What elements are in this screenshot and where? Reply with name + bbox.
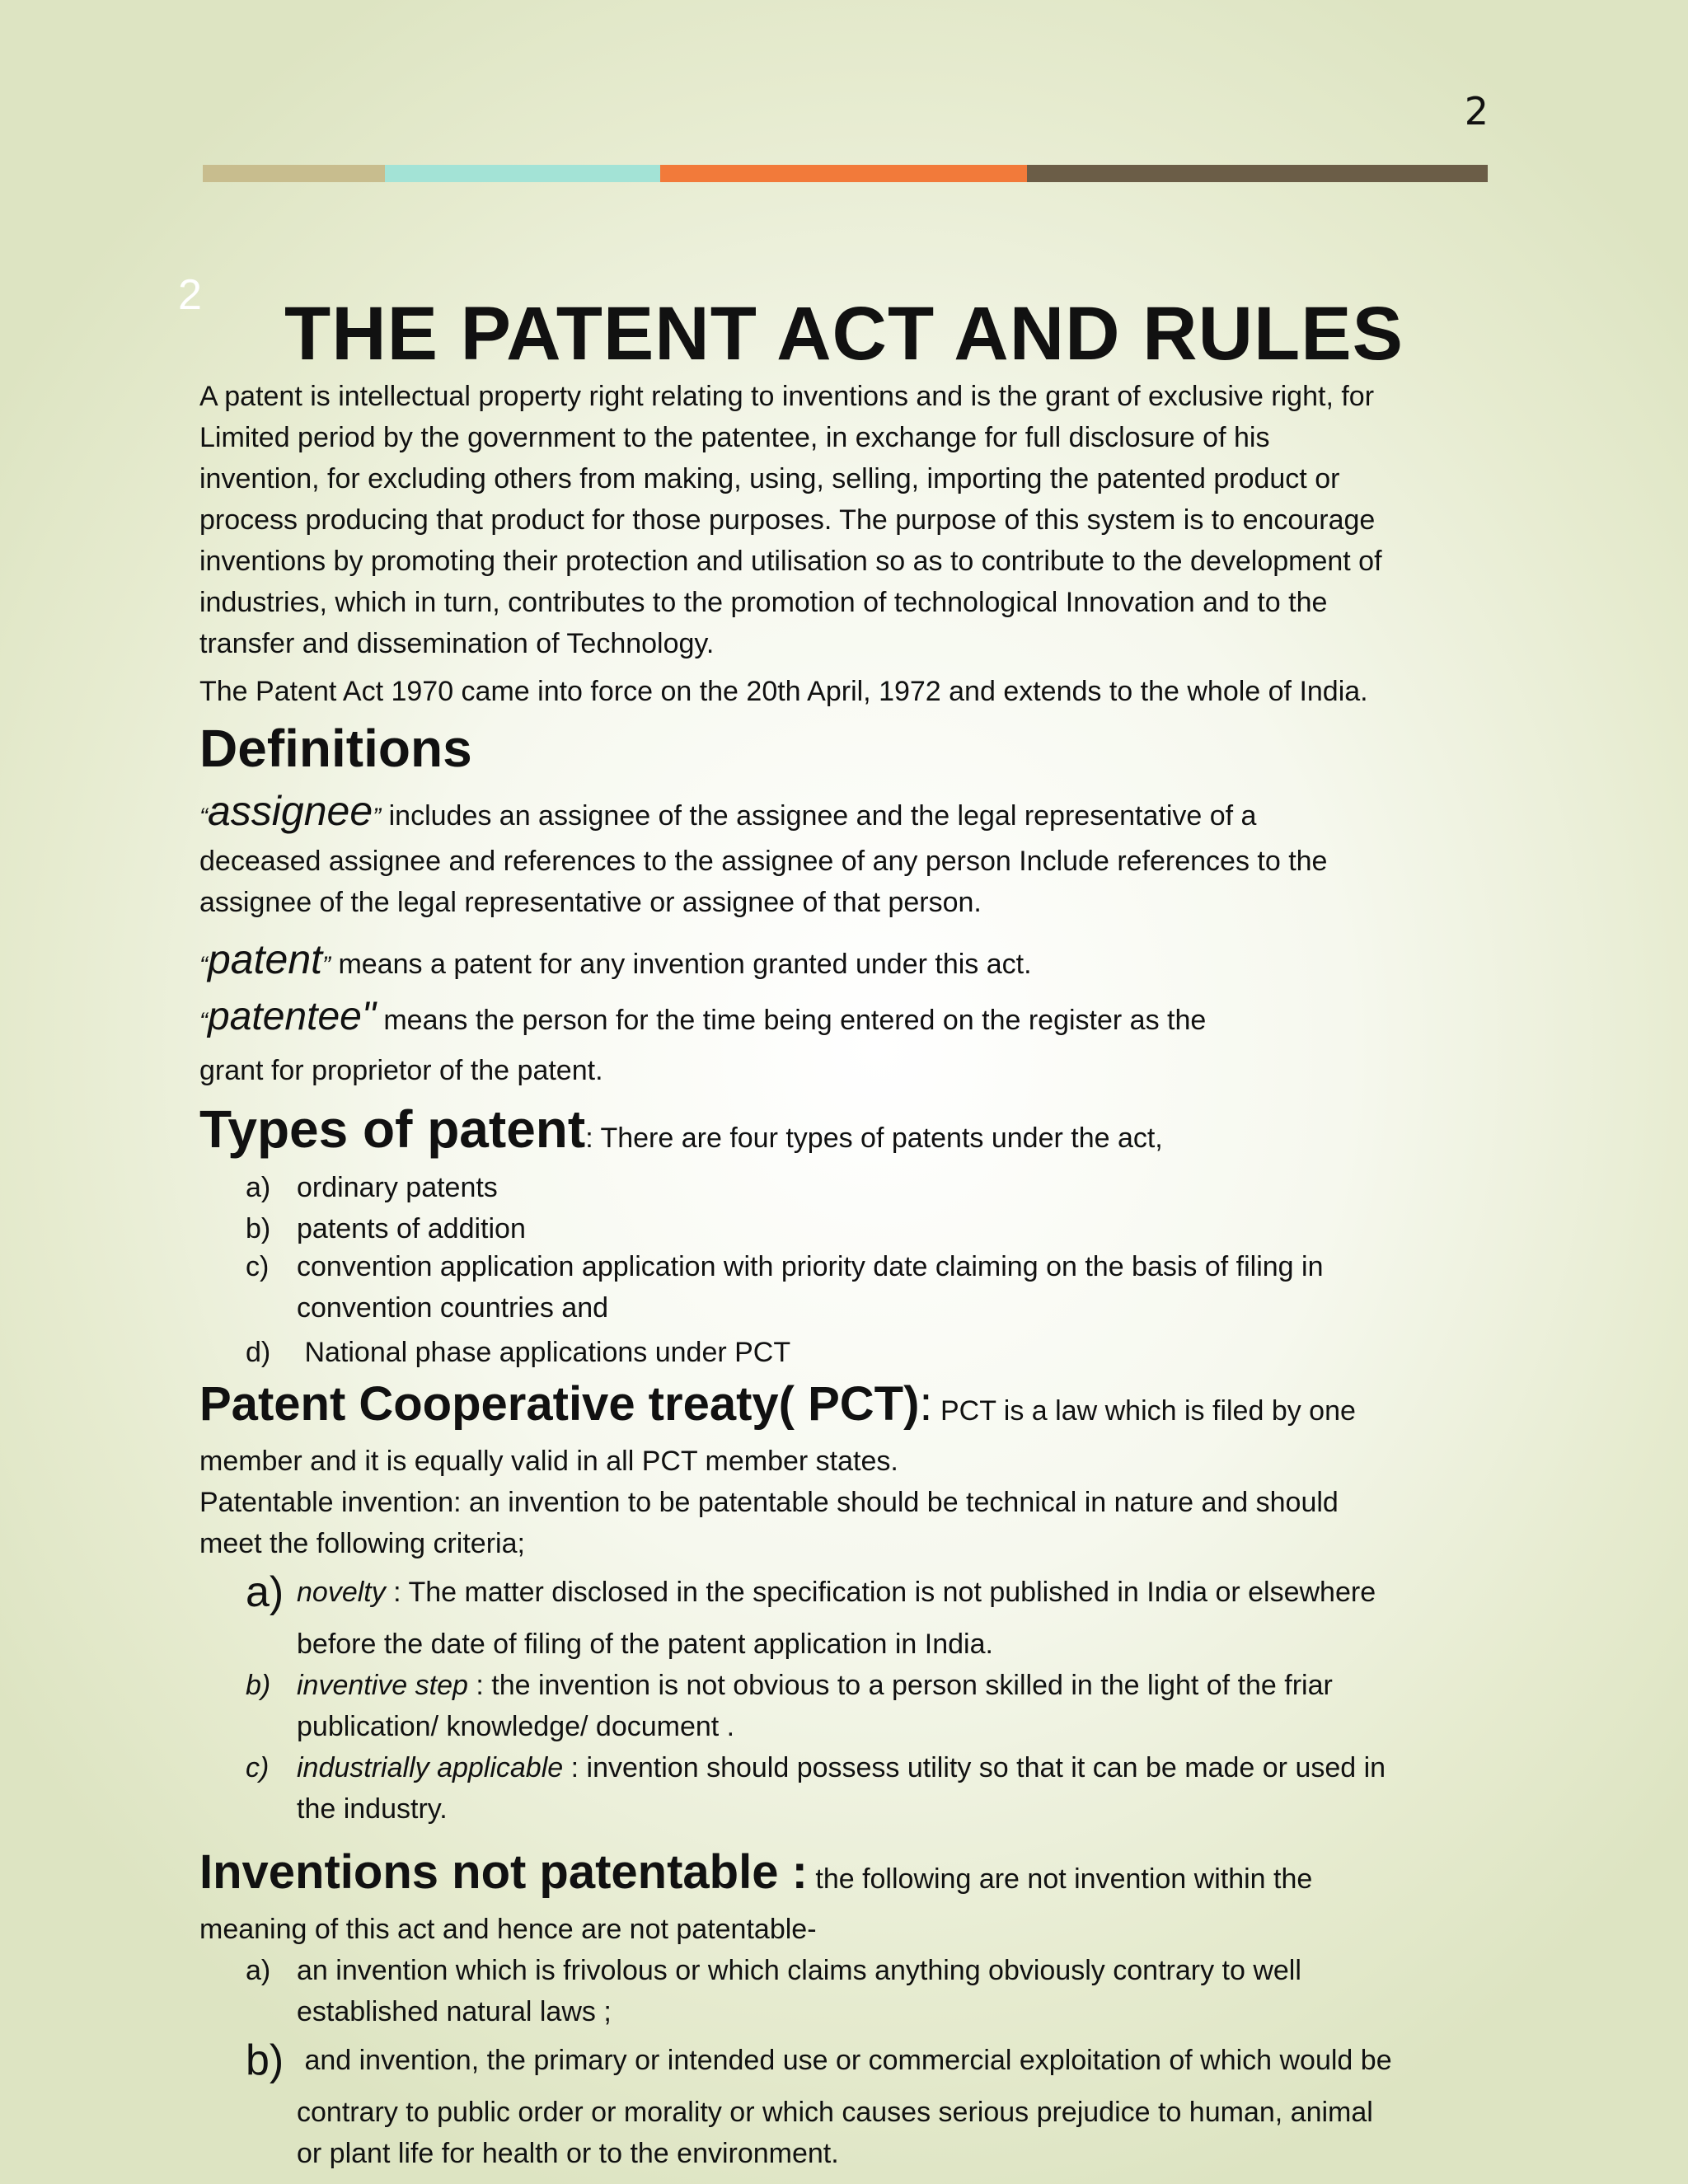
close-quote: ” (322, 952, 331, 979)
assignee-term: assignee (208, 788, 373, 834)
list-item (246, 2036, 1482, 2085)
intro-line: transfer and dissemination of Technology. (199, 628, 715, 659)
criteria-text: the industry. (297, 1793, 448, 1825)
definition-patentee (199, 994, 1493, 1045)
list-item (246, 1747, 1482, 1830)
types-heading: Types of patent (199, 1099, 586, 1159)
not-patentable-text: the following are not invention within the (807, 1863, 1313, 1895)
patent-text: means a patent for any invention granted under this act. (331, 949, 1032, 980)
color-bar-segment-orange (660, 165, 1027, 182)
slide-number-watermark: 2 (178, 271, 202, 319)
criteria-term: inventive step (297, 1670, 468, 1701)
patent-term: patent (208, 936, 323, 982)
act-line: The Patent Act 1970 came into force on the 20th April, 1972 and extends to the whole of India. (199, 676, 1368, 707)
list-text (297, 1568, 1376, 1617)
pct-section-header (199, 1371, 1493, 1444)
list-label: d) (246, 1337, 271, 1368)
list-text-line: convention application application with priority date claiming on the basis of filing in (297, 1251, 1324, 1282)
intro-line: industries, which in turn, contributes to the promotion of technological Innovation and to the (199, 587, 1328, 618)
assignee-text-line: deceased assignee and references to the assignee of any person Include references to the (199, 846, 1328, 877)
assignee-text: includes an assignee of the assignee and the legal representative of a (381, 800, 1257, 832)
list-label: c) (246, 1752, 270, 1783)
criteria-text-line: Patentable invention: an invention to be patentable should be technical in nature and should (199, 1487, 1339, 1518)
intro-line: process producing that product for those purposes. The purpose of this system is to encourage (199, 504, 1376, 536)
list-label: a) (246, 1955, 271, 1986)
definition-assignee (199, 788, 1493, 841)
list-text (297, 1665, 1333, 1747)
types-list (246, 1167, 1482, 1373)
list-text (297, 1747, 1386, 1830)
list-text-line: established natural laws ; (297, 1996, 612, 2027)
page-number: 2 (1464, 89, 1489, 134)
list-label-spacer (246, 2092, 297, 2174)
list-text-line: an invention which is frivolous or which claims anything obviously contrary to well (297, 1955, 1301, 1986)
list-item (246, 1208, 1482, 1249)
criteria-text-line: meet the following criteria; (199, 1528, 525, 1559)
color-bar-divider (203, 165, 1488, 182)
not-patentable-heading: Inventions not patentable : (199, 1845, 808, 1899)
criteria-text: publication/ knowledge/ document . (297, 1711, 735, 1742)
list-text-line: or plant life for health or to the environment. (297, 2138, 839, 2169)
list-label: c) (246, 1251, 270, 1282)
list-label: b) (246, 1213, 271, 1244)
criteria-text: : The matter disclosed in the specification is not published in India or elsewhere (385, 1577, 1376, 1608)
list-item (246, 1665, 1482, 1747)
pct-text-line: member and it is equally valid in all PCT member states. (199, 1446, 898, 1477)
list-item (246, 1246, 1482, 1329)
list-text (297, 1246, 1324, 1329)
list-text (297, 1950, 1301, 2032)
list-label: a) (246, 1568, 284, 1616)
close-quote: ” (373, 804, 382, 831)
open-quote: “ (199, 952, 208, 979)
intro-line: A patent is intellectual property right relating to inventions and is the grant of exclusive right, for (199, 381, 1375, 412)
list-item-continuation (246, 1624, 1482, 1665)
patentee-text: means the person for the time being entered on the register as the (375, 1005, 1207, 1036)
list-text: before the date of filing of the patent application in India. (297, 1629, 993, 1660)
intro-line: inventions by promoting their protection and utilisation so as to contribute to the development of (199, 546, 1382, 577)
list-item (246, 1167, 1482, 1208)
pct-text: PCT is a law which is filed by one (932, 1395, 1356, 1427)
criteria-text: : invention should possess utility so that it can be made or used in (563, 1752, 1386, 1783)
criteria-text: : the invention is not obvious to a person skilled in the light of the friar (467, 1670, 1333, 1701)
list-text: National phase applications under PCT (297, 1337, 791, 1368)
intro-paragraph (199, 376, 1493, 664)
color-bar-segment-aqua (385, 165, 660, 182)
patentee-term: patentee" (208, 995, 376, 1038)
definitions-heading: Definitions (199, 719, 472, 778)
types-section-header (199, 1096, 1493, 1171)
types-intro: : There are four types of patents under the act, (585, 1122, 1163, 1154)
color-bar-segment-brown (1027, 165, 1488, 182)
list-label: b) (246, 2036, 284, 2084)
list-item-continuation (246, 2092, 1482, 2174)
not-patentable-list (246, 1950, 1482, 2174)
definition-patent (199, 936, 1493, 989)
list-label: a) (246, 1172, 271, 1203)
open-quote: “ (199, 1008, 208, 1035)
color-bar-segment-tan (203, 165, 385, 182)
open-quote: “ (199, 804, 208, 831)
intro-line: invention, for excluding others from making, using, selling, importing the patented product or (199, 463, 1340, 494)
assignee-text-line: assignee of the legal representative or assignee of that person. (199, 887, 982, 918)
list-item (246, 1950, 1482, 2032)
not-patentable-section-header (199, 1840, 1493, 1912)
list-text: and invention, the primary or intended use or commercial exploitation of which would be (297, 2045, 1392, 2076)
list-text: patents of addition (297, 1213, 526, 1244)
list-text: ordinary patents (297, 1172, 498, 1203)
patentee-text-line: grant for proprietor of the patent. (199, 1055, 603, 1086)
criteria-term: industrially applicable (297, 1752, 564, 1783)
list-text (297, 2092, 1373, 2174)
list-item (246, 1568, 1482, 1617)
intro-line: Limited period by the government to the patentee, in exchange for full disclosure of his (199, 422, 1270, 453)
criteria-term: novelty (297, 1577, 386, 1608)
list-label-spacer (246, 1624, 297, 1665)
not-patentable-text-line: meaning of this act and hence are not patentable- (199, 1914, 817, 1945)
page-title: THE PATENT ACT AND RULES (284, 292, 1404, 376)
list-text-line: convention countries and (297, 1292, 609, 1324)
list-item (246, 1332, 1482, 1373)
pct-colon: : (919, 1377, 933, 1431)
criteria-list (246, 1568, 1482, 1830)
pct-heading: Patent Cooperative treaty( PCT) (199, 1377, 920, 1431)
list-label: b) (246, 1670, 271, 1701)
list-text-line: contrary to public order or morality or which causes serious prejudice to human, animal (297, 2097, 1373, 2128)
